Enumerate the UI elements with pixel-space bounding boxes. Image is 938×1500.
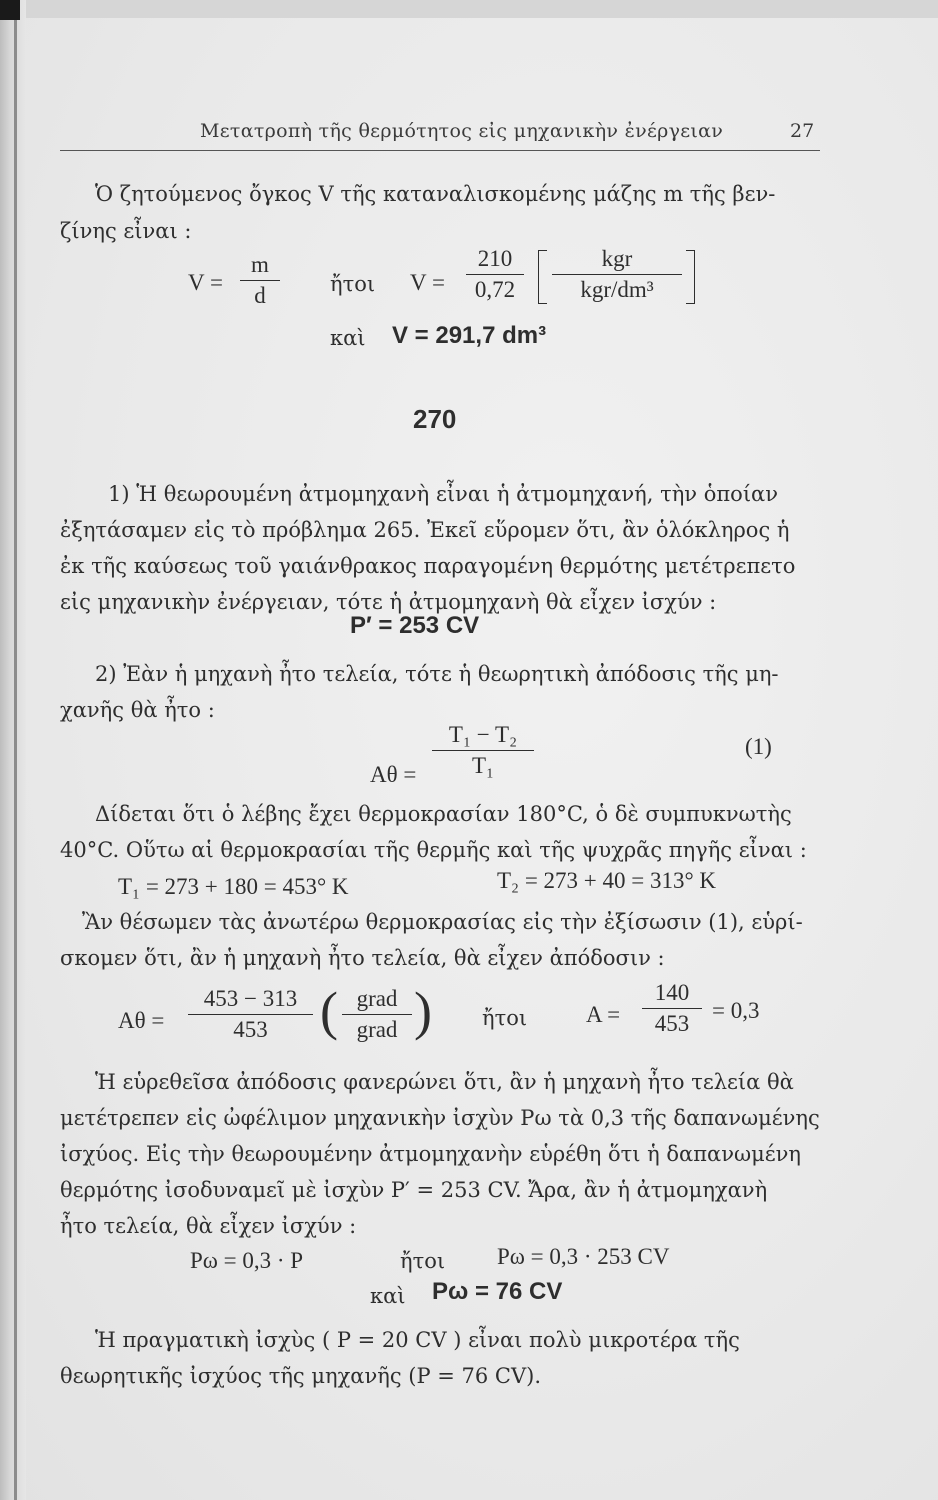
- page-binding: [0, 0, 26, 1500]
- fraction-efficiency-formula: [432, 722, 534, 779]
- fraction-bar: [432, 750, 534, 751]
- part1-line-4: εἰς μηχανικὴν ἐνέργειαν, τότε ἡ ἀτμομηχανὴ θὰ εἶχεν ἰσχύν :: [60, 590, 717, 614]
- temperature-t1: T₁ = 273 + 180 = 453° K: [118, 874, 349, 899]
- conclusion-line-2: μετέτρεπεν εἰς ὠφέλιμον μηχανικὴν ἰσχὺν Pω τὰ 0,3 τῆς δαπανωμένης: [60, 1106, 820, 1130]
- left-bracket: [538, 250, 547, 304]
- power-eq-2: Pω = 0,3 · 253 CV: [497, 1244, 670, 1269]
- binding-line: [14, 0, 17, 1500]
- right-paren: ): [414, 981, 432, 1041]
- fraction-bar: [552, 274, 682, 275]
- fraction-bar: [466, 274, 524, 275]
- fraction-numerator: m: [251, 252, 269, 277]
- fraction-m-over-d: [240, 252, 280, 309]
- intro-line-2: ζίνης εἶναι :: [60, 219, 192, 243]
- scan-top-edge: [0, 0, 938, 18]
- fraction-denominator: 453: [654, 1011, 690, 1036]
- fraction-numerator: grad: [356, 986, 398, 1011]
- running-header: Μετατροπὴ τῆς θερμότητος εἰς μηχανικὴν ἐνέργειαν: [200, 120, 724, 142]
- part1-line-2: ἐξητάσαμεν εἰς τὸ πρόβλημα 265. Ἐκεῖ εὕρομεν ὅτι, ἂν ὁλόκληρος ἡ: [60, 518, 790, 542]
- fraction-numerator: 453 − 313: [203, 986, 298, 1011]
- fraction-numerator: kgr: [601, 246, 633, 271]
- conclusion-line-1: Ἡ εὑρεθεῖσα ἀπόδοσις φανερώνει ὅτι, ἂν ἡ μηχανὴ ἦτο τελεία θὰ: [95, 1070, 794, 1094]
- eq-volume-lhs-2: V =: [410, 270, 445, 295]
- final-line-2: θεωρητικῆς ἰσχύος τῆς μηχανῆς (P = 76 CV).: [60, 1364, 542, 1388]
- apply-lhs: Aθ =: [118, 1008, 165, 1033]
- efficiency-lhs: Aθ =: [370, 762, 417, 787]
- conclusion-line-5: ἦτο τελεία, θὰ εἶχεν ἰσχύν :: [60, 1214, 357, 1238]
- fraction-bar: [188, 1014, 313, 1015]
- power-result: Pω = 76 CV: [432, 1278, 563, 1305]
- part1-result: P′ = 253 CV: [350, 612, 480, 639]
- fraction-453-313-over-453: [188, 986, 313, 1043]
- fraction-denominator: 0,72: [474, 277, 516, 302]
- equation-tag: (1): [745, 734, 772, 759]
- apply-lhs-2: A =: [586, 1002, 621, 1027]
- fraction-numerator: 140: [654, 980, 690, 1005]
- scan-corner: [0, 0, 20, 20]
- word-etoi: ἤτοι: [330, 272, 376, 296]
- temperature-t2: T₂ = 273 + 40 = 313° K: [497, 868, 717, 893]
- word-etoi-3: ἤτοι: [400, 1249, 446, 1273]
- word-etoi-2: ἤτοι: [482, 1006, 528, 1030]
- word-kai: καὶ: [330, 326, 366, 350]
- fraction-numerator: T₁ − T₂: [448, 722, 518, 747]
- part2-line-2: χανῆς θὰ ἦτο :: [60, 698, 215, 722]
- apply-line-2: σκομεν ὅτι, ἂν ἡ μηχανὴ ἦτο τελεία, θὰ εἶχεν ἀπόδοσιν :: [60, 946, 665, 970]
- eq-volume-lhs: V =: [188, 270, 223, 295]
- fraction-bar: [642, 1008, 702, 1009]
- fraction-bar: [342, 1014, 412, 1015]
- fraction-unit: [552, 246, 682, 303]
- fraction-denominator: kgr/dm³: [580, 277, 654, 302]
- problem-number: 270: [413, 404, 457, 434]
- apply-result: = 0,3: [712, 998, 760, 1023]
- page-number: 27: [790, 120, 815, 142]
- volume-result: V = 291,7 dm³: [392, 322, 547, 349]
- conclusion-line-3: ἰσχύος. Εἰς τὴν θεωρουμένην ἀτμομηχανὴν εὑρέθη ὅτι ἡ δαπανωμένη: [60, 1142, 801, 1166]
- header-rule: [60, 150, 820, 151]
- fraction-denominator: grad: [356, 1017, 398, 1042]
- part1-line-1: 1) Ἡ θεωρουμένη ἀτμομηχανὴ εἶναι ἡ ἀτμομηχανή, τὴν ὁποίαν: [108, 482, 779, 506]
- given-line-1: Δίδεται ὅτι ὁ λέβης ἔχει θερμοκρασίαν 180°C, ὁ δὲ συμπυκνωτὴς: [95, 802, 792, 826]
- final-line-1: Ἡ πραγματικὴ ἰσχὺς ( P = 20 CV ) εἶναι πολὺ μικροτέρα τῆς: [95, 1328, 740, 1352]
- conclusion-line-4: θερμότης ἰσοδυναμεῖ μὲ ἰσχὺν P′ = 253 CV. Ἄρα, ἂν ἡ ἀτμομηχανὴ: [60, 1178, 768, 1202]
- fraction-140-over-453: [642, 980, 702, 1037]
- apply-line-1: Ἂν θέσωμεν τὰς ἀνωτέρω θερμοκρασίας εἰς τὴν ἐξίσωσιν (1), εὑρί-: [82, 910, 803, 934]
- word-kai-2: καὶ: [370, 1284, 406, 1308]
- fraction-numerator: 210: [477, 246, 513, 271]
- given-line-2: 40°C. Οὕτω αἱ θερμοκρασίαι τῆς θερμῆς καὶ τῆς ψυχρᾶς πηγῆς εἶναι :: [60, 838, 807, 862]
- fraction-grad-over-grad: [342, 986, 412, 1043]
- fraction-bar: [240, 280, 280, 281]
- fraction-210-over-072: [466, 246, 524, 303]
- fraction-denominator: T₁: [471, 753, 495, 778]
- fraction-denominator: 453: [233, 1017, 268, 1042]
- right-bracket: [686, 250, 695, 304]
- fraction-denominator: d: [254, 283, 266, 308]
- part1-line-3: ἐκ τῆς καύσεως τοῦ γαιάνθρακος παραγομένη θερμότης μετέτρεπετο: [60, 554, 796, 578]
- left-paren: (: [320, 981, 338, 1041]
- intro-line-1: Ὁ ζητούμενος ὄγκος V τῆς καταναλισκομένης μάζης m τῆς βεν-: [95, 182, 776, 206]
- part2-line-1: 2) Ἐὰν ἡ μηχανὴ ἦτο τελεία, τότε ἡ θεωρητικὴ ἀπόδοσις τῆς μη-: [95, 662, 779, 686]
- power-eq-1: Pω = 0,3 · P: [190, 1248, 304, 1273]
